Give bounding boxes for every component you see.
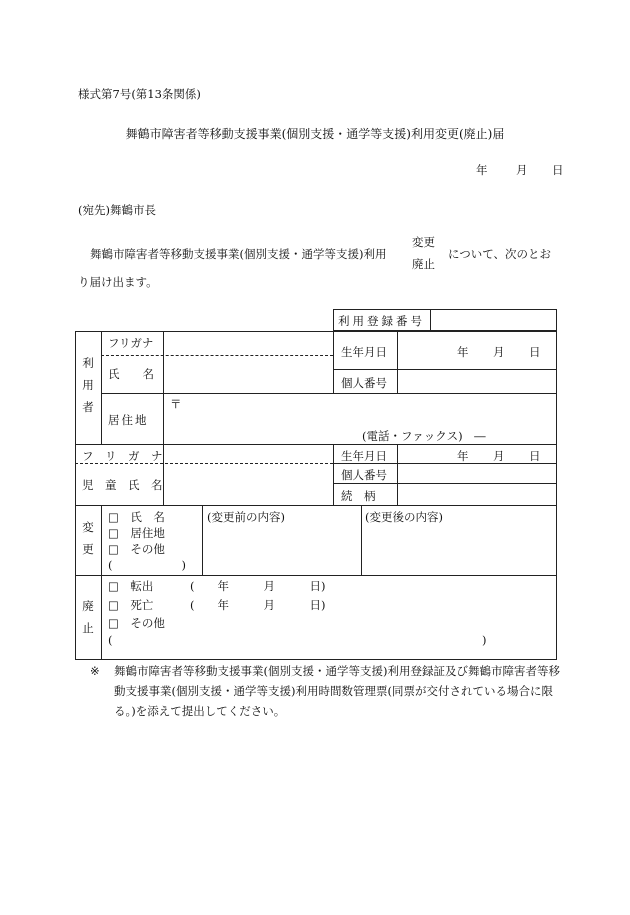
abolish-other-detail[interactable] (120, 632, 480, 650)
intro-line1-end: について、次のとお (448, 247, 552, 261)
furigana-field[interactable] (165, 332, 331, 354)
child-birthdate-day: 日 (529, 449, 541, 463)
personal-number-field[interactable] (399, 370, 555, 392)
birthdate-label: 生年月日 (341, 345, 387, 359)
address-field[interactable] (185, 395, 555, 423)
user-section-label: 利 用 者 (82, 356, 94, 414)
reg-number-field[interactable] (432, 310, 555, 330)
postal-mark: 〒 (170, 397, 182, 411)
change-option-other[interactable]: □ その他 (108, 542, 165, 556)
child-birthdate-label: 生年月日 (341, 449, 387, 463)
abolish-moveout-date: ( 年 月 日) (190, 579, 326, 593)
relationship-label: 続 柄 (341, 489, 376, 503)
page-title: 舞鶴市障害者等移動支援事業(個別支援・通学等支援)利用変更(廃止)届 (125, 127, 505, 141)
after-content-label: (変更後の内容) (365, 510, 443, 524)
option-change: 変更 (412, 235, 435, 249)
child-furigana-field[interactable] (165, 445, 331, 462)
abolish-section-label: 廃 止 (82, 599, 94, 635)
relationship-field[interactable] (399, 484, 555, 504)
birthdate-month: 月 (493, 345, 505, 359)
note-mark: ※ (90, 664, 100, 678)
change-other-detail[interactable]: ( ) (108, 558, 186, 572)
child-furigana-label: フ リ ガ ナ (82, 449, 163, 463)
change-section-label: 変 更 (82, 520, 94, 556)
child-name-label: 児 童 氏 名 (82, 478, 163, 492)
option-abolish: 廃止 (412, 257, 435, 271)
child-personal-number-field[interactable] (399, 464, 555, 482)
intro-line1: 舞鶴市障害者等移動支援事業(個別支援・通学等支援)利用 (90, 247, 387, 261)
name-field[interactable] (165, 357, 331, 392)
child-birthdate-year: 年 (457, 449, 469, 463)
form-number: 様式第7号(第13条関係) (78, 87, 201, 101)
change-option-name[interactable]: □ 氏 名 (108, 510, 165, 524)
abolish-option-death[interactable]: □ 死亡 (108, 598, 154, 612)
date-month: 月 (516, 163, 528, 177)
reg-number-label: 利用登録番号 (338, 314, 425, 328)
child-name-field[interactable] (165, 465, 331, 504)
change-option-address[interactable]: □ 居住地 (108, 526, 165, 540)
abolish-paren-open: ( (108, 633, 113, 647)
abolish-paren-close: ) (482, 633, 487, 647)
birthdate-year: 年 (457, 345, 469, 359)
submission-date (476, 162, 564, 178)
intro-line2: り届け出ます。 (78, 275, 158, 289)
personal-number-label: 個人番号 (341, 376, 387, 390)
abolish-option-moveout[interactable]: □ 転出 (108, 579, 154, 593)
note-text: 舞鶴市障害者等移動支援事業(個別支援・通学等支援)利用登録証及び舞鶴市障害者等移動支援事業(個別支援・通学等支援)利用時間数管理票(同票が交付されている場合に限る。)を添えて提出してください。 (114, 664, 560, 718)
addressee: (宛先)舞鶴市長 (78, 203, 156, 217)
after-content-field[interactable] (363, 525, 555, 573)
abolish-option-other[interactable]: □ その他 (108, 616, 165, 630)
before-content-field[interactable] (204, 525, 359, 573)
birthdate-day: 日 (529, 345, 541, 359)
name-label: 氏 名 (108, 367, 154, 381)
child-birthdate-month: 月 (493, 449, 505, 463)
child-personal-number-label: 個人番号 (341, 468, 387, 482)
before-content-label: (変更前の内容) (207, 510, 285, 524)
date-year: 年 (476, 163, 488, 177)
phone-fax-label: (電話・ファックス) ― (362, 429, 486, 443)
abolish-death-date: ( 年 月 日) (190, 598, 326, 612)
furigana-label: フリガナ (108, 336, 154, 350)
date-day: 日 (552, 163, 564, 177)
address-label: 居住地 (108, 413, 149, 427)
